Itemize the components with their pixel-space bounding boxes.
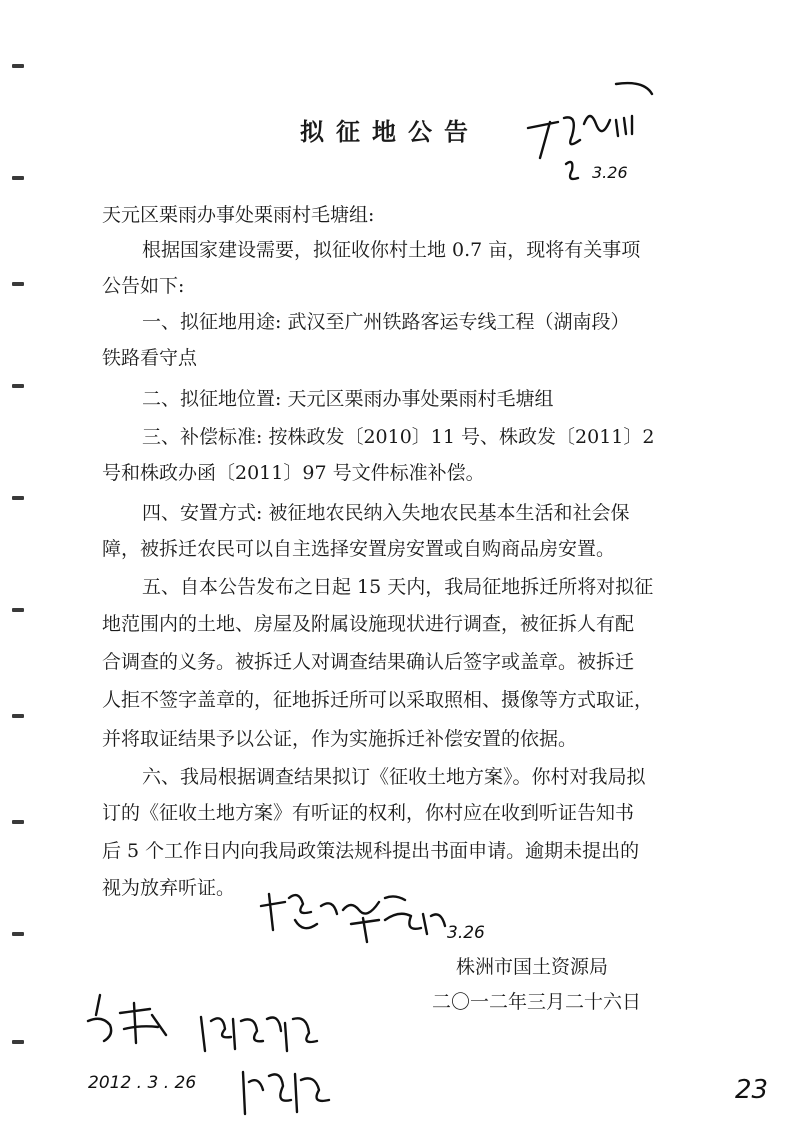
paragraph-line: 四、安置方式: 被征地农民纳入失地农民基本生活和社会保	[142, 502, 630, 524]
handwritten-approval	[255, 880, 505, 960]
binding-mark	[12, 608, 24, 612]
binding-mark	[12, 932, 24, 936]
paragraph-line: 根据国家建设需要，拟征收你村土地 0.7 亩，现将有关事项	[142, 239, 641, 261]
issue-date: 二〇一二年三月二十六日	[432, 991, 642, 1013]
paragraph-line: 障，被拆迁农民可以自主选择安置房安置或自购商品房安置。	[102, 538, 616, 560]
paragraph-line: 视为放弃听证。	[102, 877, 236, 899]
paragraph-line: 公告如下:	[102, 275, 185, 297]
handwritten-signature	[520, 78, 670, 188]
paragraph-line: 并将取证结果予以公证，作为实施拆迁补偿安置的依据。	[102, 728, 578, 750]
paragraph-line: 人拒不签字盖章的，征地拆迁所可以采取照相、摄像等方式取证，	[102, 689, 654, 711]
binding-mark	[12, 176, 24, 180]
document-title: 拟征地公告	[300, 118, 480, 146]
binding-mark	[12, 1040, 24, 1044]
paragraph-line: 合调查的义务。被拆迁人对调查结果确认后签字或盖章。被拆迁	[102, 651, 635, 673]
paragraph-line: 六、我局根据调查结果拟订《征收土地方案》。你村对我局拟	[142, 766, 646, 788]
page-number-text: 23	[735, 1075, 769, 1105]
binding-mark	[12, 820, 24, 824]
binding-mark	[12, 384, 24, 388]
paragraph-line: 三、补偿标准: 按株政发〔2010〕11 号、株政发〔2011〕2	[142, 426, 655, 448]
binding-mark	[12, 714, 24, 718]
handwritten-date-text: 2012 . 3 . 26	[88, 1073, 197, 1093]
handwritten-note	[195, 1005, 335, 1065]
issuer: 株洲市国土资源局	[456, 956, 609, 978]
signature-date: 3.26	[592, 163, 628, 182]
paragraph-line: 铁路看守点	[102, 347, 198, 369]
handwritten-signature	[80, 985, 180, 1055]
paragraph-line: 地范围内的土地、房屋及附属设施现状进行调查，被征拆人有配	[102, 613, 635, 635]
paragraph-line: 订的《征收土地方案》有听证的权利，你村应在收到听证告知书	[102, 802, 635, 824]
handwritten-signature	[235, 1060, 345, 1124]
paragraph-line: 二、拟征地位置: 天元区栗雨办事处栗雨村毛塘组	[142, 388, 554, 410]
paragraph-line: 一、拟征地用途: 武汉至广州铁路客运专线工程（湖南段）	[142, 311, 630, 333]
paragraph-line: 五、自本公告发布之日起 15 天内，我局征地拆迁所将对拟征	[142, 576, 654, 598]
binding-mark	[12, 282, 24, 286]
handwritten-date	[78, 1058, 198, 1098]
addressee: 天元区栗雨办事处栗雨村毛塘组:	[102, 204, 375, 226]
approval-date: 3.26	[447, 923, 485, 943]
binding-mark	[12, 64, 24, 68]
binding-mark	[12, 496, 24, 500]
paragraph-line: 号和株政办函〔2011〕97 号文件标准补偿。	[102, 462, 485, 484]
paragraph-line: 后 5 个工作日内向我局政策法规科提出书面申请。逾期未提出的	[102, 840, 640, 862]
page-number	[725, 1062, 785, 1112]
